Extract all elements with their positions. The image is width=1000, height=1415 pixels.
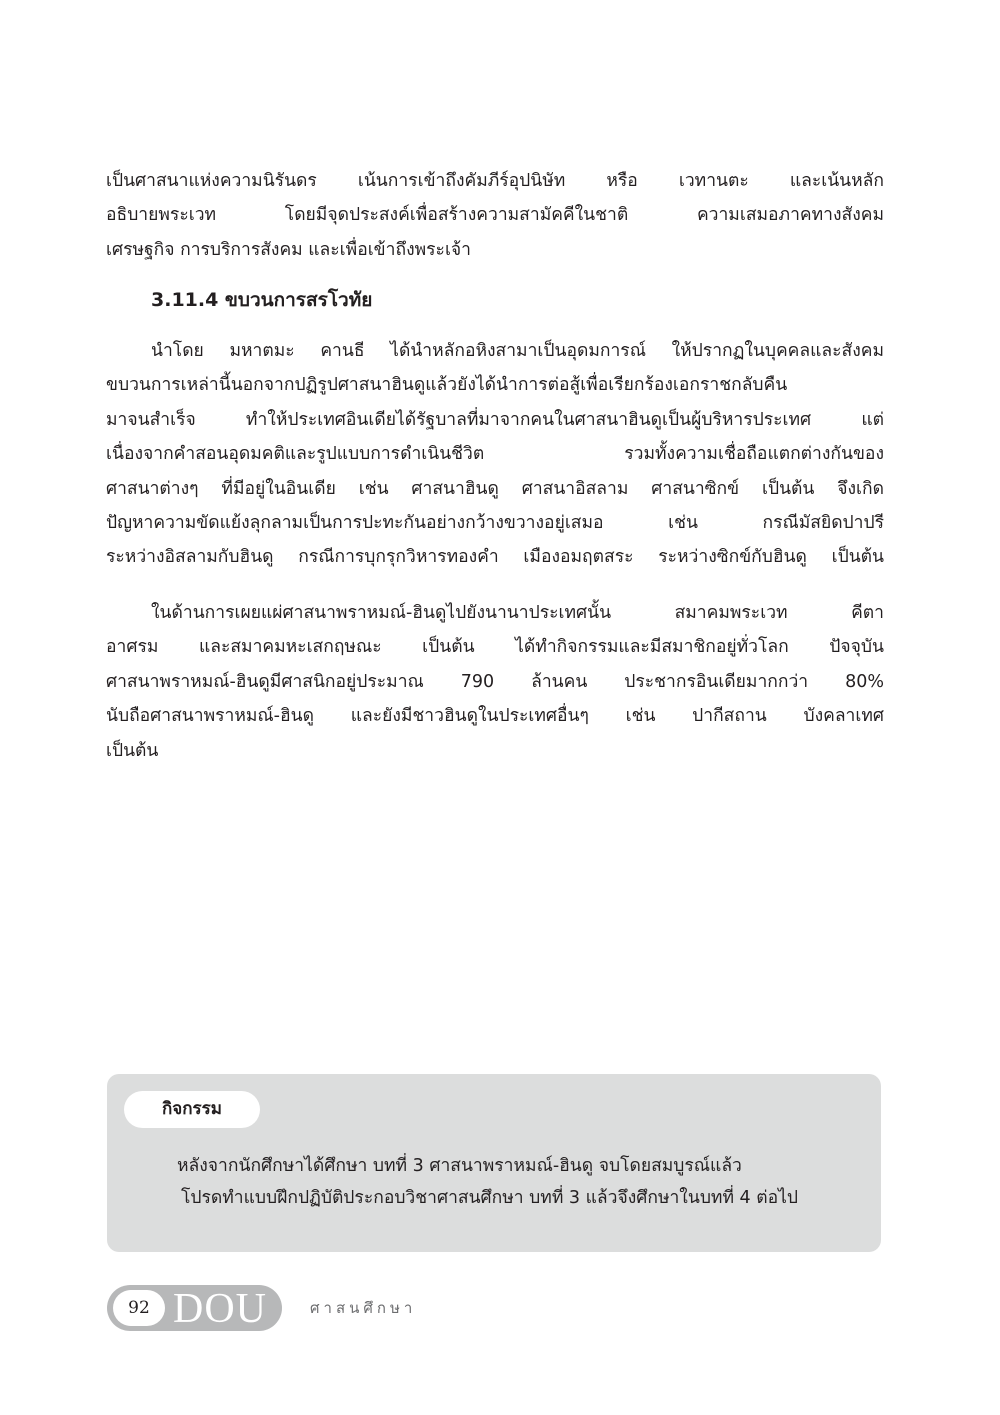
paragraph-1-line-1: นำโดย มหาตมะ คานธี ได้นำหลักอหิงสามาเป็นอุดมการณ์ ให้ปรากฏในบุคคลและสังคม [151,341,884,361]
activity-instruction-line-1: หลังจากนักศึกษาได้ศึกษา บทที่ 3 ศาสนาพราหมณ์-ฮินดู จบโดยสมบูรณ์แล้ว [177,1156,742,1176]
footer-badge [107,1285,282,1331]
activity-instruction-line-2: โปรดทำแบบฝึกปฏิบัติประกอบวิชาศาสนศึกษา บทที่ 3 แล้วจึงศึกษาในบทที่ 4 ต่อไป [181,1188,799,1208]
intro-paragraph [106,164,884,267]
paragraph-1-line-3: มาจนสำเร็จ ทำให้ประเทศอินเดียได้รัฐบาลที่มาจากคนในศาสนาฮินดูเป็นผู้บริหารประเทศ แต่ [106,409,884,430]
section-heading: 3.11.4 ขบวนการสรโวทัย [151,289,373,311]
paragraph-2-line-4: นับถือศาสนาพราหมณ์-ฮินดู และยังมีชาวฮินดูในประเทศอื่นๆ เช่น ปากีสถาน บังคลาเทศ [106,706,884,727]
paragraph-2-line-2: อาศรม และสมาคมหะเสกฤษณะ เป็นต้น ได้ทำกิจกรรมและมีสมาชิกอยู่ทั่วโลก ปัจจุบัน [106,637,884,658]
paragraph-2-line-5: เป็นต้น [106,740,159,761]
footer-subject-title: ศาสนศึกษา [310,1299,417,1317]
paragraph-1-line-7: ระหว่างอิสลามกับฮินดู กรณีการบุกรุกวิหารทองคำ เมืองอมฤตสระ ระหว่างซิกข์กับฮินดู เป็นต้น [106,547,884,568]
page-number: 92 [113,1290,165,1326]
activity-box [107,1074,881,1252]
paragraph-2-line-1: ในด้านการเผยแผ่ศาสนาพราหมณ์-ฮินดูไปยังนานาประเทศนั้น สมาคมพระเวท คีตา [151,603,884,623]
paragraph-1-line-6: ปัญหาความขัดแย้งลุกลามเป็นการปะทะกันอย่างกว้างขวางอยู่เสมอ เช่น กรณีมัสยิดปาปรี [106,512,884,533]
paragraph-1-line-5: ศาสนาต่างๆ ที่มีอยู่ในอินเดีย เช่น ศาสนาฮินดู ศาสนาอิสลาม ศาสนาซิกข์ เป็นต้น จึงเกิด [106,478,884,499]
activity-label: กิจกรรม [124,1091,260,1128]
section-paragraph-1 [106,334,884,575]
intro-line-3: เศรษฐกิจ การบริการสังคม และเพื่อเข้าถึงพระเจ้า [106,239,472,260]
paragraph-1-line-4: เนื่องจากคำสอนอุดมคติและรูปแบบการดำเนินชีวิต รวมทั้งความเชื่อถือแตกต่างกันของ [106,444,884,465]
brand-logo: DOU [173,1286,267,1332]
paragraph-1-line-2: ขบวนการเหล่านี้นอกจากปฏิรูปศาสนาฮินดูแล้วยังได้นำการต่อสู้เพื่อเรียกร้องเอกราชกลับคืน [106,375,788,396]
intro-line-1: เป็นศาสนาแห่งความนิรันดร เน้นการเข้าถึงคัมภีร์อุปนิษัท หรือ เวทานตะ และเน้นหลัก [106,171,884,191]
section-paragraph-2 [106,596,884,768]
paragraph-2-line-3: ศาสนาพราหมณ์-ฮินดูมีศาสนิกอยู่ประมาณ 790 ล้านคน ประชากรอินเดียมากกว่า 80% [106,671,884,692]
intro-line-2: อธิบายพระเวท โดยมีจุดประสงค์เพื่อสร้างความสามัคคีในชาติ ความเสมอภาคทางสังคม [106,205,884,226]
